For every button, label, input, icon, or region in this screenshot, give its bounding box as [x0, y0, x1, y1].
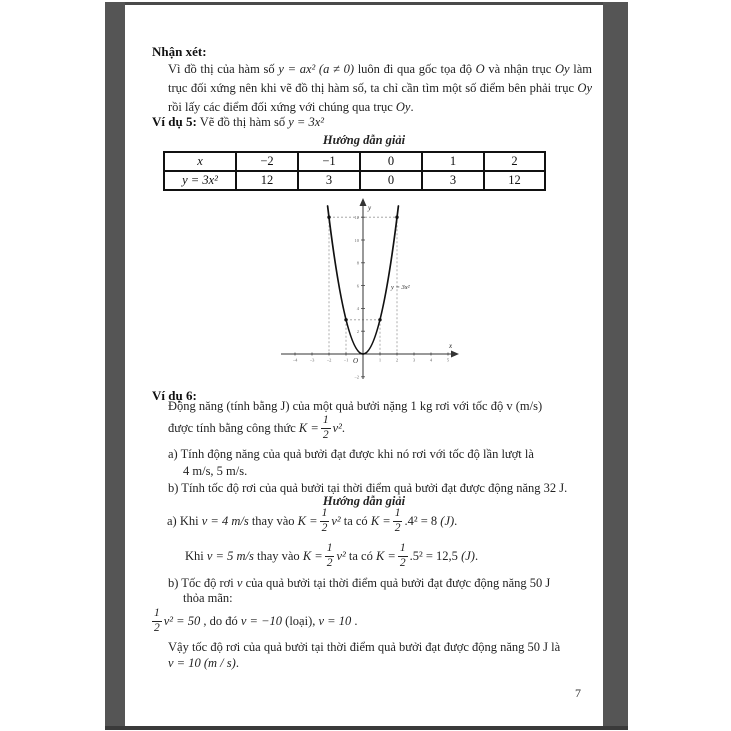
- period: .: [235, 656, 239, 670]
- sol-result: .5² = 12,5: [409, 548, 462, 563]
- oy-axis-symbol: Oy: [554, 62, 570, 76]
- fraction-one-half: $\frac{1}{2}$: [322, 414, 329, 441]
- sol-text: , do đó: [200, 613, 241, 628]
- table-cell: −1: [298, 152, 360, 171]
- v-symbol: v: [236, 576, 243, 590]
- origin-label: O: [353, 357, 359, 365]
- svg-text:8: 8: [356, 260, 359, 266]
- svg-text:1: 1: [378, 357, 382, 363]
- conclusion-line2: [168, 656, 239, 671]
- svg-text:5: 5: [446, 357, 450, 363]
- svg-text:−2: −2: [326, 357, 332, 363]
- fraction-one-half: $\frac{1}{2}$: [399, 542, 406, 569]
- period: .: [454, 513, 458, 528]
- x-axis-arrow: [451, 351, 459, 358]
- sol-text: ta có: [345, 548, 376, 563]
- solution-a-line1: [167, 506, 457, 536]
- svg-text:3: 3: [412, 357, 416, 363]
- conclusion-line1: Vậy tốc độ rơi của quả bưởi tại thời điểm quả bưởi đạt được động năng 50 J là: [168, 640, 561, 654]
- solution-guide-title-1: Hướng dẫn giải: [322, 133, 406, 147]
- example6-item-a-line1: a) Tính động năng của quả bưởi đạt được khi nó rơi với tốc độ lần lượt là: [168, 447, 534, 461]
- joule-unit: (J): [461, 548, 475, 563]
- svg-text:4: 4: [356, 306, 359, 312]
- K-symbol: K =: [302, 548, 323, 563]
- table-cell: 12: [484, 171, 545, 190]
- sol-text: của quả bưởi tại thời điểm quả bưởi đạt được động năng 50 J: [242, 576, 551, 590]
- intro-text: được tính bằng công thức: [168, 420, 299, 435]
- table-cell: 3: [422, 171, 484, 190]
- sol-text: a) Khi: [167, 513, 202, 528]
- oy-axis-symbol: Oy: [577, 81, 592, 95]
- remark-text: rồi lấy các điểm đối xứng với chúng qua trục: [168, 100, 396, 114]
- y-tick-labels: [354, 215, 360, 380]
- table-cell: 0: [360, 171, 422, 190]
- remark-paragraph: [168, 60, 592, 117]
- fraction-one-half: $\frac{1}{2}$: [154, 607, 160, 634]
- fraction-one-half: $\frac{1}{2}$: [321, 507, 328, 534]
- svg-text:6: 6: [356, 283, 359, 289]
- example6-heading: Ví dụ 6:: [152, 388, 197, 403]
- sol-text: Khi: [185, 548, 207, 563]
- sol-result: .4² = 8: [404, 513, 441, 528]
- joule-unit: (J): [440, 513, 455, 528]
- unit-ms: (m / s): [200, 656, 236, 670]
- v-value: v = 4 m/s: [201, 513, 249, 528]
- example5-task: Vẽ đồ thị hàm số: [196, 115, 289, 129]
- oy-axis-symbol: Oy: [395, 100, 411, 114]
- page-number: 7: [575, 686, 581, 700]
- example6-item-b: b) Tính tốc độ rơi của quả bưởi tại thời điểm quả bưởi đạt được động năng 32 J.: [168, 481, 568, 495]
- table-cell: −2: [236, 152, 298, 171]
- K-symbol: K =: [297, 513, 318, 528]
- curve-label: y = 3x²: [391, 284, 410, 291]
- sol-text: (loại),: [282, 613, 319, 628]
- remark-heading: Nhận xét:: [152, 44, 207, 59]
- axis-ticks: [292, 217, 448, 377]
- solution-guide-title-2: Hướng dẫn giải: [322, 494, 406, 508]
- remark-text: luôn đi qua gốc tọa độ: [354, 62, 476, 76]
- v-final: v = 10: [168, 656, 201, 670]
- values-table: [163, 151, 546, 191]
- v-value: v = 5 m/s: [206, 548, 254, 563]
- y-axis-label: y: [368, 204, 372, 212]
- solution-b-equation: [150, 605, 357, 637]
- example6-intro-line1: Động năng (tính bằng J) của một quả bưởi nặng 1 kg rơi với tốc độ v (m/s): [168, 399, 543, 413]
- page-top-border: [105, 2, 628, 5]
- solution-a-line2: [185, 541, 478, 571]
- x-axis-label: x: [449, 342, 453, 350]
- page-bottom-border: [105, 726, 628, 730]
- sol-text: b) Tốc độ rơi: [168, 576, 237, 590]
- period: .: [341, 420, 345, 435]
- svg-text:12: 12: [354, 215, 359, 220]
- v-squared: v²: [332, 420, 342, 435]
- table-cell: 0: [360, 152, 422, 171]
- example5-heading: Ví dụ 5:: [152, 114, 197, 129]
- v-squared: v²: [336, 548, 346, 563]
- v-negative: v = −10: [240, 613, 283, 628]
- remark-text: .: [410, 100, 414, 114]
- table-cell: 12: [236, 171, 298, 190]
- remark-text: làm trục đối xứng nên khi vẽ đồ thị hàm số, ta chỉ cần tìm một số điểm bên phải trục: [168, 62, 592, 95]
- y-axis-arrow: [360, 198, 367, 206]
- svg-text:−2: −2: [354, 374, 359, 380]
- left-frame-bar: [105, 2, 125, 730]
- parabola-graph: [278, 197, 468, 385]
- example5-heading-line: [152, 114, 324, 130]
- svg-text:2: 2: [356, 329, 359, 334]
- svg-text:4: 4: [429, 357, 433, 363]
- remark-text: Vì đồ thị của hàm số: [168, 62, 279, 76]
- formula-y-ax2: y = ax² (a ≠ 0): [278, 62, 354, 76]
- table-value-row: [164, 171, 545, 190]
- example6-intro-line2: [168, 413, 345, 443]
- fraction-one-half: $\frac{1}{2}$: [326, 542, 333, 569]
- solution-b-line2: thỏa mãn:: [183, 591, 233, 605]
- v-squared: v²: [331, 513, 341, 528]
- period: .: [351, 613, 358, 628]
- fraction-one-half: $\frac{1}{2}$: [394, 507, 401, 534]
- table-cell: 2: [484, 152, 545, 171]
- K-symbol: K =: [375, 548, 396, 563]
- x-tick-labels: [293, 358, 450, 363]
- svg-text:−4: −4: [292, 357, 298, 363]
- v-squared-eq: v² = 50: [163, 613, 201, 628]
- svg-text:10: 10: [354, 237, 359, 243]
- K-symbol: K =: [298, 420, 319, 435]
- right-frame-bar: [603, 2, 628, 730]
- example6-item-a-line2: 4 m/s, 5 m/s.: [183, 464, 248, 478]
- table-cell-x: x: [164, 152, 236, 171]
- svg-text:2: 2: [395, 357, 399, 363]
- table-header-row: [164, 152, 545, 171]
- svg-text:−1: −1: [343, 357, 349, 363]
- period: .: [474, 548, 479, 563]
- sol-text: ta có: [340, 513, 371, 528]
- sol-text: thay vào: [253, 548, 303, 563]
- table-cell: 3: [298, 171, 360, 190]
- table-cell-y3x2: y = 3x²: [164, 171, 236, 190]
- K-symbol: K =: [370, 513, 391, 528]
- svg-text:−3: −3: [309, 357, 315, 363]
- v-positive: v = 10: [318, 613, 352, 628]
- example5-formula: y = 3x²: [288, 115, 325, 129]
- table-cell: 1: [422, 152, 484, 171]
- origin-symbol: O: [475, 62, 485, 76]
- sol-text: thay vào: [248, 513, 298, 528]
- remark-text: và nhận trục: [484, 62, 555, 76]
